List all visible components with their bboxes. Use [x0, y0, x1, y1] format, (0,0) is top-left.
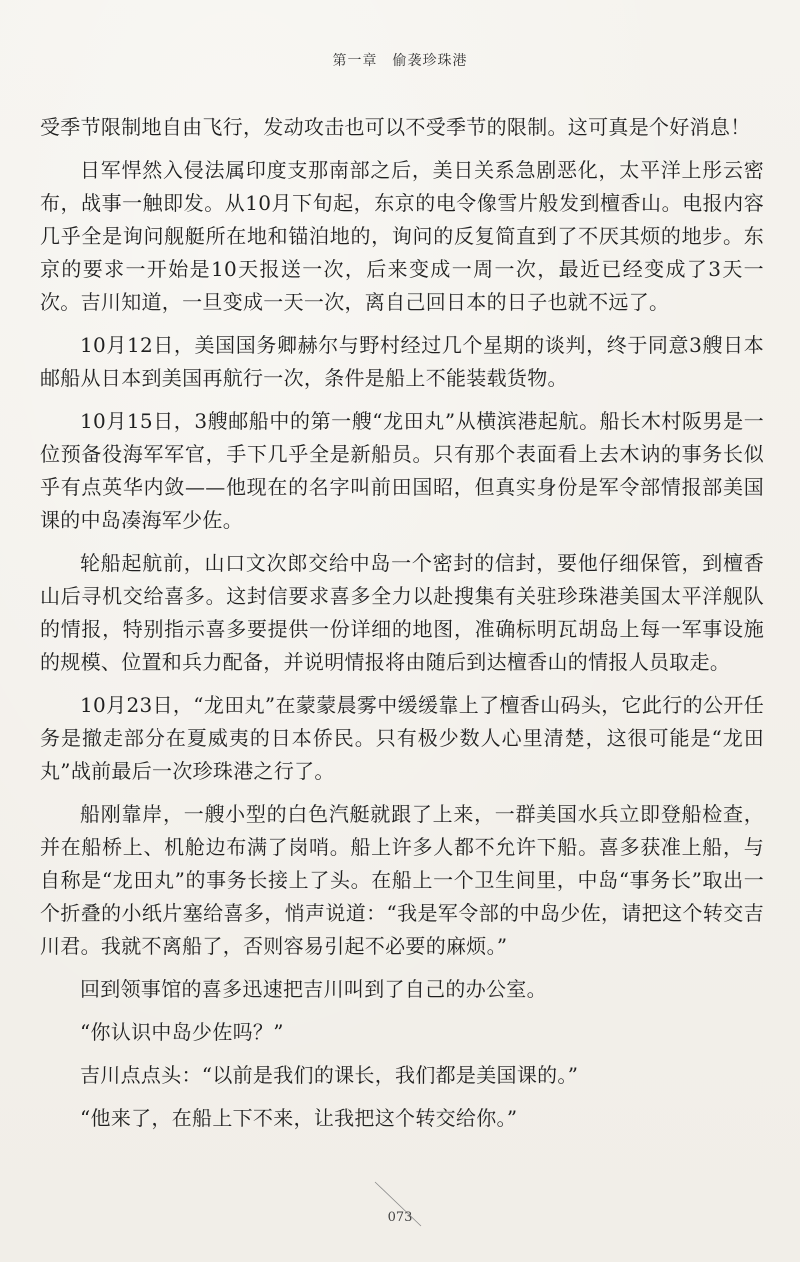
body-text: [40, 111, 764, 1145]
paragraph-10: 吉川点点头：“以前是我们的课长，我们都是美国课的。”: [80, 1063, 579, 1087]
paragraph-7: 船刚靠岸，一艘小型的白色汽艇就跟了上来，一群美国水兵立即登船检查，并在船桥上、机舱边布满了岗哨。船上许多人都不允许下船。喜多获准上船，与自称是“龙田丸”的事务长接上了头。在船上一个卫生间里，中岛“事务长”取出一个折叠的小纸片塞给喜多，悄声说道：“我是军令部的中岛少佐，请把这个转交吉川君。我就不离船了，否则容易引起不必要的麻烦。”: [40, 802, 764, 958]
paragraph-11: “他来了，在船上下不来，让我把这个转交给你。”: [80, 1106, 518, 1130]
paragraph-8: 回到领事馆的喜多迅速把吉川叫到了自己的办公室。: [80, 977, 547, 1001]
paragraph-5: 轮船起航前，山口文次郎交给中岛一个密封的信封，要他仔细保管，到檀香山后寻机交给喜多。这封信要求喜多全力以赴搜集有关驻珍珠港美国太平洋舰队的情报，特别指示喜多要提供一份详细的地图，准确标明瓦胡岛上每一军事设施的规模、位置和兵力配备，并说明情报将由随后到达檀香山的情报人员取走。: [40, 551, 764, 674]
running-header: 第一章 偷袭珍珠港: [332, 53, 468, 69]
paragraph-4: 10月15日，3艘邮船中的第一艘“龙田丸”从横滨港起航。船长木村阪男是一位预备役海军军官，手下几乎全是新船员。只有那个表面看上去木讷的事务长似乎有点英华内敛——他现在的名字叫前田国昭，但真实身份是军令部情报部美国课的中岛凑海军少佐。: [40, 409, 764, 532]
paragraph-6: 10月23日，“龙田丸”在蒙蒙晨雾中缓缓靠上了檀香山码头，它此行的公开任务是撤走部分在夏威夷的日本侨民。只有极少数人心里清楚，这很可能是“龙田丸”战前最后一次珍珠港之行了。: [40, 693, 764, 783]
paragraph-2: 日军悍然入侵法属印度支那南部之后，美日关系急剧恶化，太平洋上彤云密布，战事一触即发。从10月下旬起，东京的电令像雪片般发到檀香山。电报内容几乎全是询问舰艇所在地和锚泊地的，询问的反复简直到了不厌其烦的地步。东京的要求一开始是10天报送一次，后来变成一周一次，最近已经变成了3天一次。吉川知道，一旦变成一天一次，离自己回日本的日子也就不远了。: [40, 158, 764, 314]
page-number: 073: [387, 1210, 413, 1225]
paragraph-9: “你认识中岛少佐吗？”: [80, 1020, 284, 1044]
paragraph-3: 10月12日，美国国务卿赫尔与野村经过几个星期的谈判，终于同意3艘日本邮船从日本到美国再航行一次，条件是船上不能装载货物。: [40, 333, 764, 390]
paragraph-1: 受季节限制地自由飞行，发动攻击也可以不受季节的限制。这可真是个好消息！: [40, 115, 751, 139]
